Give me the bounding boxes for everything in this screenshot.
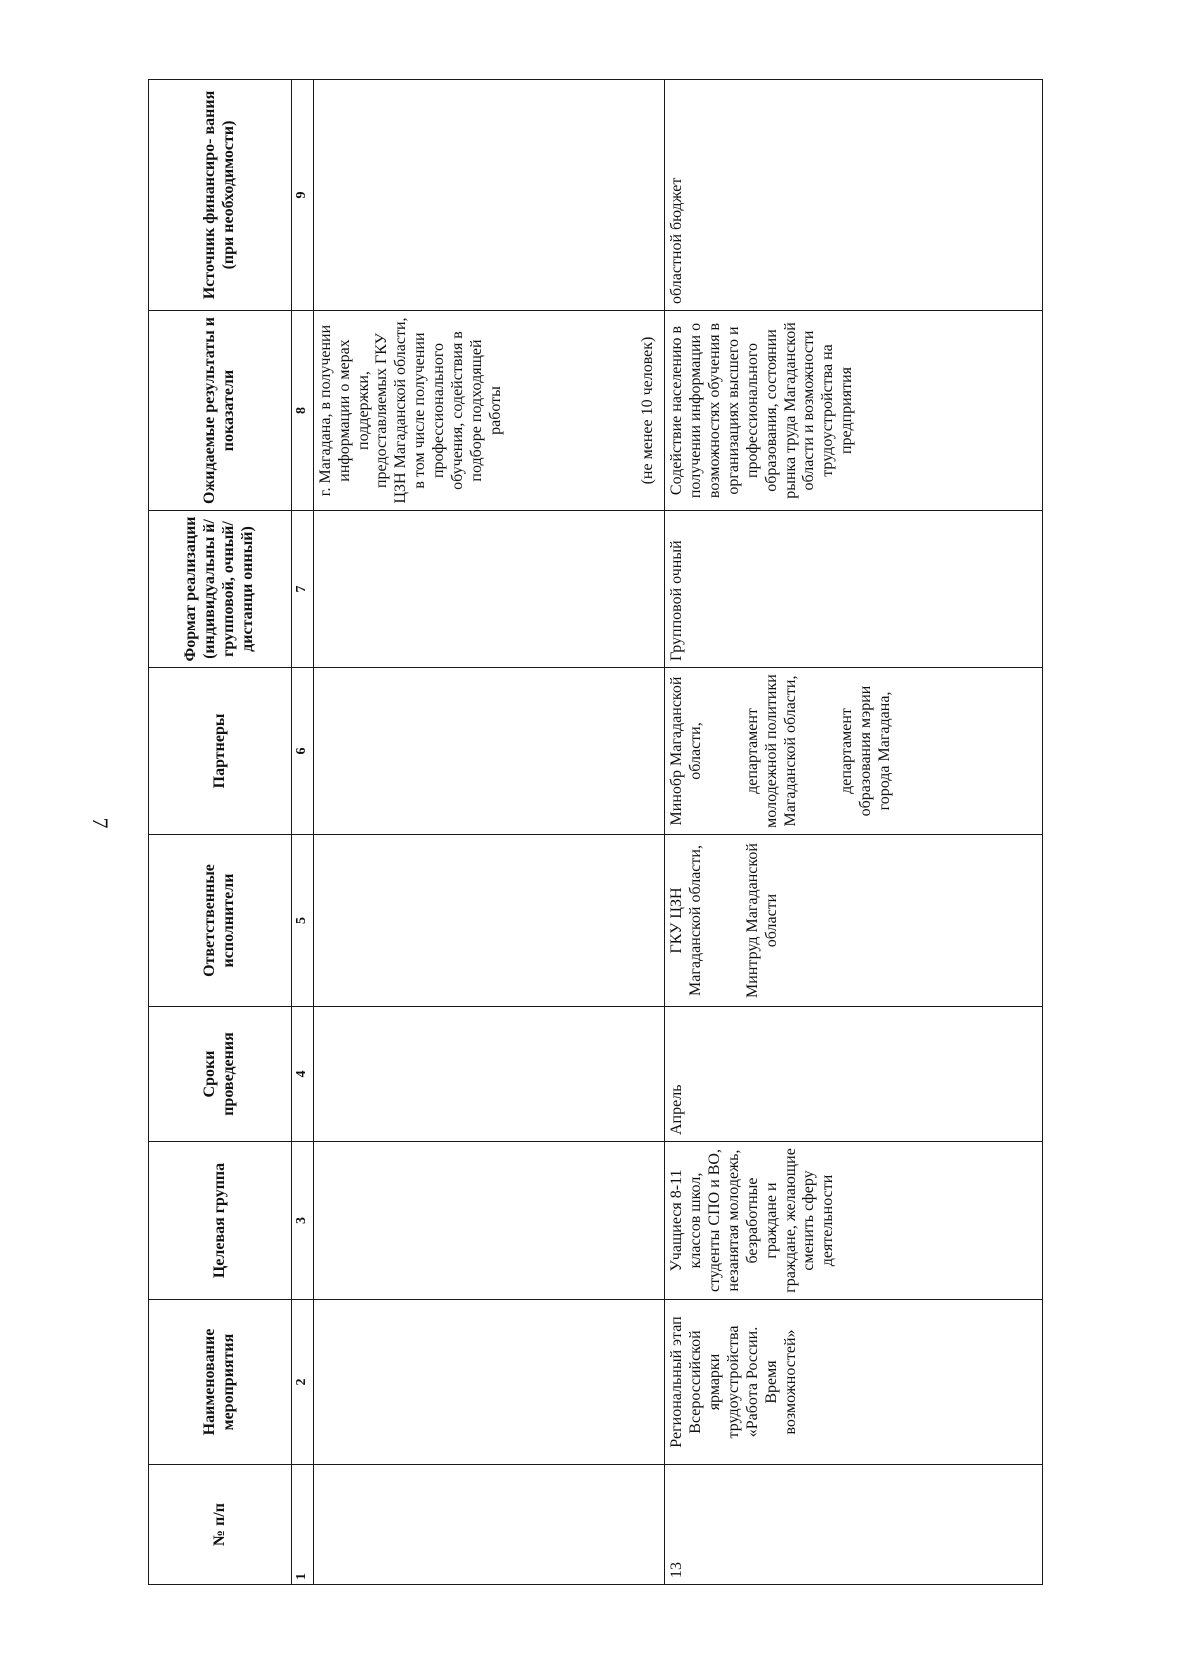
column-number: 8 — [291, 311, 313, 511]
cell-results — [665, 311, 1043, 511]
header-period: Сроки проведения — [149, 1007, 292, 1142]
cell-format — [313, 511, 665, 668]
cell-event-name — [313, 1300, 665, 1465]
cell-partners: Минобр Магаданской области, департамент молодежной политики Магаданской области, департамент образования мэрии города Магадана, — [665, 668, 1043, 835]
results-note: (не менее 10 человек) — [639, 336, 657, 485]
cell-funding — [313, 80, 665, 311]
table-row — [665, 80, 1043, 1585]
cell-period — [313, 1007, 665, 1142]
events-table — [148, 79, 1043, 1585]
table-row — [313, 80, 665, 1585]
column-number: 7 — [291, 511, 313, 668]
header-target-group: Целевая группа — [149, 1142, 292, 1300]
cell-number — [313, 1465, 665, 1585]
cell-target-group — [313, 1142, 665, 1300]
cell-results — [313, 311, 665, 511]
header-number: № п/п — [149, 1465, 292, 1585]
cell-responsible — [313, 835, 665, 1007]
page-number: 7 — [88, 817, 113, 829]
results-text: Содействие населению в получении информации о возможностях обучения в организациях высшего и профессионального образования, состоянии рынка труда Магаданской области и возможности трудоустройства на предприятия — [668, 322, 856, 499]
cell-number: 13 — [665, 1465, 1043, 1585]
header-funding: Источник финансиро- вания (при необходимости) — [149, 80, 292, 311]
cell-responsible: ГКУ ЦЗН Магаданской области, Минтруд Магаданской области — [665, 835, 1043, 1007]
column-number: 2 — [291, 1300, 313, 1465]
cell-target-group: Учащиеся 8-11 классов школ, студенты СПО и ВО, незанятая молодежь, безработные граждане и граждане, желающие сменить сферу деятельности — [665, 1142, 1043, 1300]
cell-partners — [313, 668, 665, 835]
column-number: 4 — [291, 1007, 313, 1142]
cell-funding: областной бюджет — [665, 80, 1043, 311]
cell-period: Апрель — [665, 1007, 1043, 1142]
column-number: 3 — [291, 1142, 313, 1300]
column-number: 1 — [291, 1465, 313, 1585]
header-row — [149, 80, 292, 1585]
results-text: г. Магадана, в получении информации о мерах поддержки, предоставляемых ГКУ ЦЗН Магаданской области, в том числе получении профессионального обучения, содействия в подборе подходящей работы — [316, 317, 504, 504]
header-format: Формат реализации (индивидуальны й/групповой, очный/дистанци онный) — [149, 511, 292, 668]
column-number: 9 — [291, 80, 313, 311]
column-number: 5 — [291, 835, 313, 1007]
header-partners: Партнеры — [149, 668, 292, 835]
cell-format: Групповой очный — [665, 511, 1043, 668]
header-responsible: Ответственные исполнители — [149, 835, 292, 1007]
header-event-name: Наименование мероприятия — [149, 1300, 292, 1465]
column-number: 6 — [291, 668, 313, 835]
header-results: Ожидаемые результаты и показатели — [149, 311, 292, 511]
cell-event-name: Региональный этап Всероссийской ярмарки трудоустройства «Работа России. Время возможностей» — [665, 1300, 1043, 1465]
column-numbers-row — [291, 80, 313, 1585]
